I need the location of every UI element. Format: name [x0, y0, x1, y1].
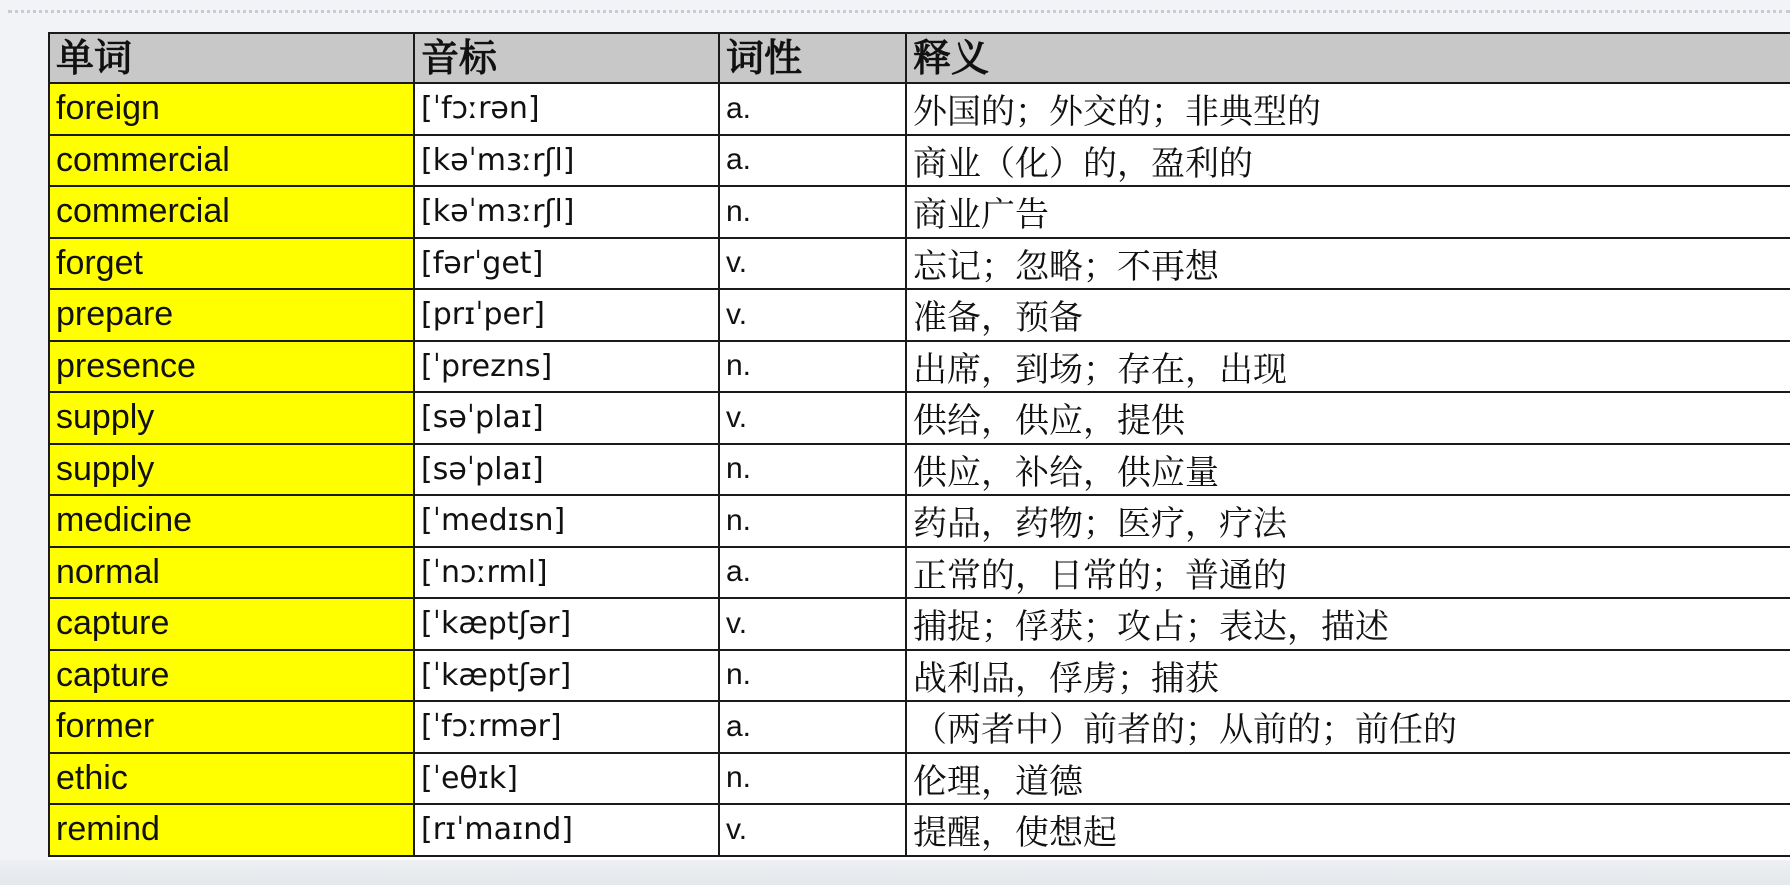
table-row	[49, 804, 1790, 856]
phonetic-cell: [fərˈget]	[414, 238, 719, 290]
table-row	[49, 444, 1790, 496]
table-row	[49, 495, 1790, 547]
phonetic-cell: [ˈkæptʃər]	[414, 650, 719, 702]
definition-cell: 供给，供应，提供	[906, 392, 1790, 444]
pos-cell: v.	[719, 238, 906, 290]
bottom-shadow	[0, 860, 1790, 885]
table-row	[49, 83, 1790, 135]
vocabulary-table	[48, 32, 1790, 857]
header-row	[49, 33, 1790, 83]
table-row	[49, 341, 1790, 393]
definition-cell: 供应，补给，供应量	[906, 444, 1790, 496]
phonetic-cell: [ˈmedɪsn]	[414, 495, 719, 547]
table-row	[49, 135, 1790, 187]
word-cell: commercial	[49, 135, 414, 187]
phonetic-cell: [ˈnɔːrml]	[414, 547, 719, 599]
word-cell: prepare	[49, 289, 414, 341]
dotted-divider	[8, 10, 1790, 13]
word-cell: forget	[49, 238, 414, 290]
word-cell: ethic	[49, 753, 414, 805]
table-row	[49, 238, 1790, 290]
table-row	[49, 701, 1790, 753]
word-cell: former	[49, 701, 414, 753]
word-cell: supply	[49, 444, 414, 496]
definition-cell: 药品，药物；医疗，疗法	[906, 495, 1790, 547]
pos-cell: v.	[719, 804, 906, 856]
word-cell: commercial	[49, 186, 414, 238]
definition-cell: （两者中）前者的；从前的；前任的	[906, 701, 1790, 753]
definition-cell: 伦理，道德	[906, 753, 1790, 805]
pos-cell: v.	[719, 289, 906, 341]
definition-cell: 商业（化）的，盈利的	[906, 135, 1790, 187]
word-cell: foreign	[49, 83, 414, 135]
definition-cell: 准备，预备	[906, 289, 1790, 341]
phonetic-cell: [ˈfɔːrmər]	[414, 701, 719, 753]
header-phonetic: 音标	[414, 33, 719, 83]
definition-cell: 出席，到场；存在，出现	[906, 341, 1790, 393]
table-row	[49, 650, 1790, 702]
table-row	[49, 598, 1790, 650]
word-cell: capture	[49, 650, 414, 702]
definition-cell: 忘记；忽略；不再想	[906, 238, 1790, 290]
header-pos: 词性	[719, 33, 906, 83]
phonetic-cell: [kəˈmɜːrʃl]	[414, 135, 719, 187]
pos-cell: a.	[719, 135, 906, 187]
pos-cell: v.	[719, 598, 906, 650]
pos-cell: v.	[719, 392, 906, 444]
word-cell: remind	[49, 804, 414, 856]
word-cell: normal	[49, 547, 414, 599]
pos-cell: a.	[719, 701, 906, 753]
phonetic-cell: [ˈfɔːrən]	[414, 83, 719, 135]
phonetic-cell: [kəˈmɜːrʃl]	[414, 186, 719, 238]
table-row	[49, 392, 1790, 444]
pos-cell: n.	[719, 186, 906, 238]
definition-cell: 战利品，俘虏；捕获	[906, 650, 1790, 702]
header-definition: 释义	[906, 33, 1790, 83]
table-row	[49, 186, 1790, 238]
pos-cell: n.	[719, 650, 906, 702]
pos-cell: n.	[719, 444, 906, 496]
header-word: 单词	[49, 33, 414, 83]
table-row	[49, 547, 1790, 599]
definition-cell: 外国的；外交的；非典型的	[906, 83, 1790, 135]
phonetic-cell: [ˈprezns]	[414, 341, 719, 393]
definition-cell: 捕捉；俘获；攻占；表达，描述	[906, 598, 1790, 650]
definition-cell: 提醒，使想起	[906, 804, 1790, 856]
definition-cell: 商业广告	[906, 186, 1790, 238]
phonetic-cell: [səˈplaɪ]	[414, 444, 719, 496]
phonetic-cell: [rɪˈmaɪnd]	[414, 804, 719, 856]
pos-cell: n.	[719, 495, 906, 547]
word-cell: capture	[49, 598, 414, 650]
phonetic-cell: [ˈkæptʃər]	[414, 598, 719, 650]
phonetic-cell: [səˈplaɪ]	[414, 392, 719, 444]
pos-cell: a.	[719, 83, 906, 135]
phonetic-cell: [ˈeθɪk]	[414, 753, 719, 805]
table-row	[49, 289, 1790, 341]
definition-cell: 正常的，日常的；普通的	[906, 547, 1790, 599]
vocabulary-sheet	[48, 32, 1790, 860]
pos-cell: a.	[719, 547, 906, 599]
word-cell: medicine	[49, 495, 414, 547]
pos-cell: n.	[719, 341, 906, 393]
pos-cell: n.	[719, 753, 906, 805]
table-row	[49, 753, 1790, 805]
word-cell: supply	[49, 392, 414, 444]
phonetic-cell: [prɪˈper]	[414, 289, 719, 341]
word-cell: presence	[49, 341, 414, 393]
